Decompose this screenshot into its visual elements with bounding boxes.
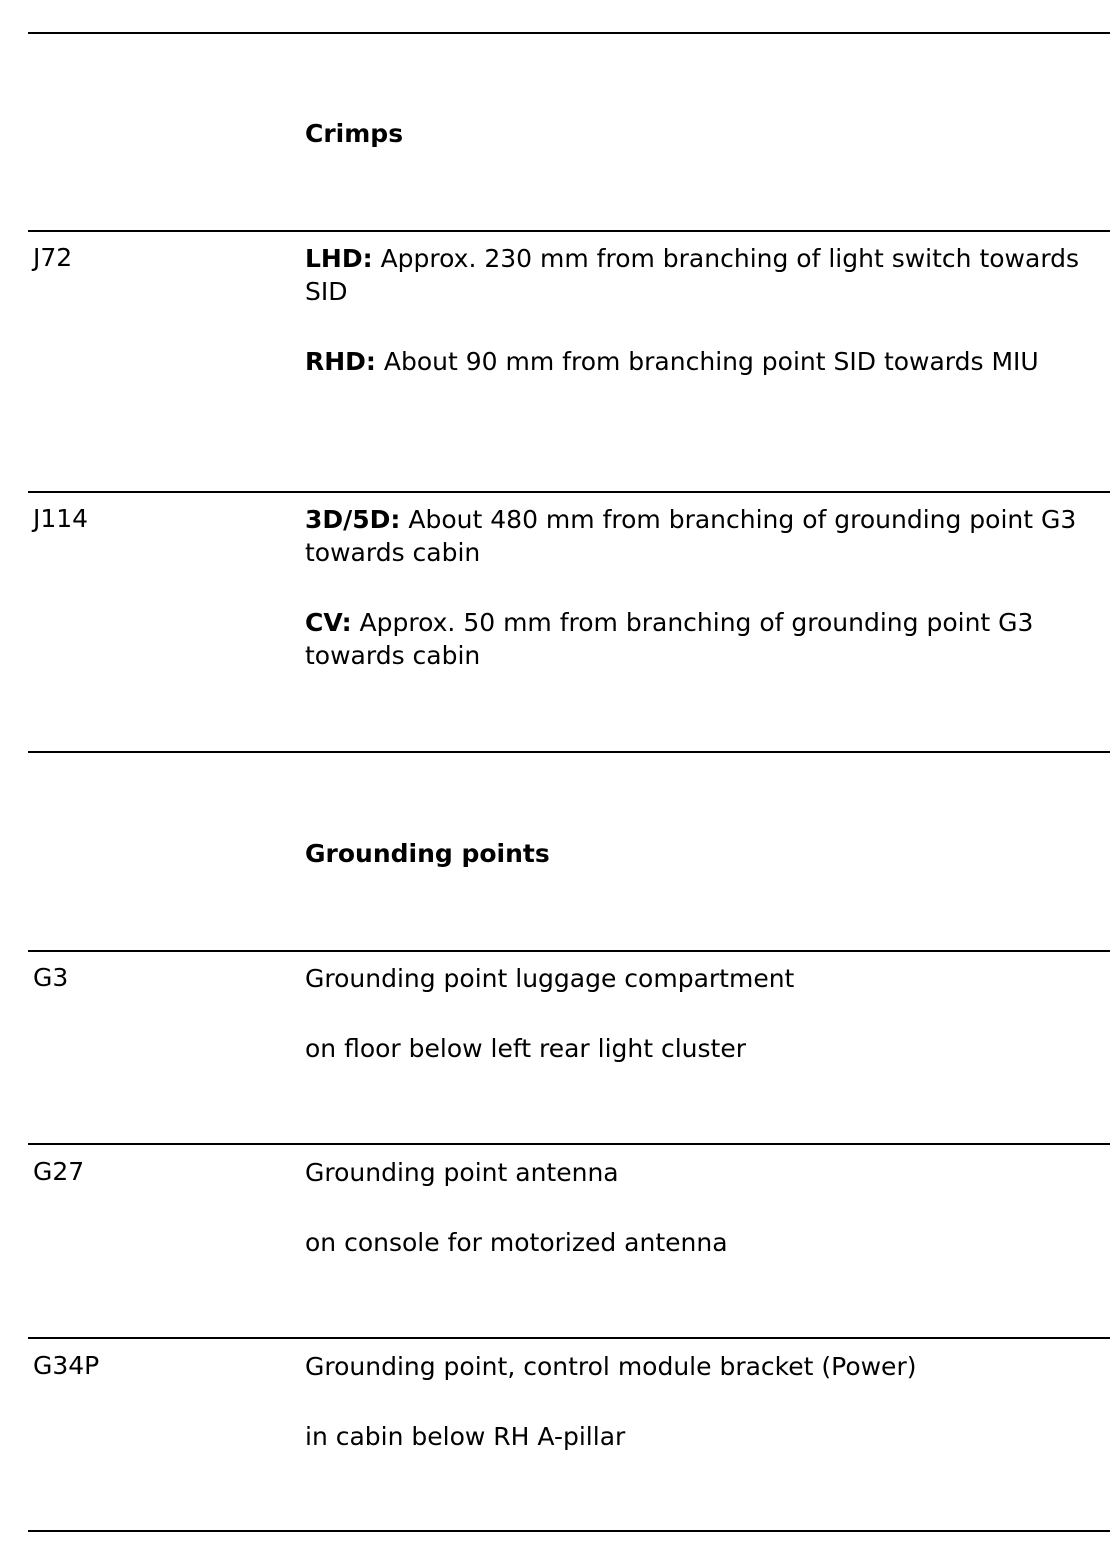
crimp-code: J114 — [33, 504, 89, 533]
divider-j114 — [28, 751, 1110, 753]
crimp-note — [305, 242, 1095, 308]
note-text: Approx. 230 mm from branching of light switch towards SID — [305, 244, 1080, 306]
note-label: CV: — [305, 608, 352, 637]
note-text: About 90 mm from branching point SID towards MIU — [383, 347, 1039, 376]
grounding-name: Grounding point luggage compartment — [305, 964, 795, 993]
grounding-code: G27 — [33, 1157, 85, 1186]
divider-crimps-header — [28, 230, 1110, 232]
grounding-location: on floor below left rear light cluster — [305, 1034, 747, 1063]
grounding-location: in cabin below RH A-pillar — [305, 1422, 626, 1451]
section-title-crimps: Crimps — [305, 119, 404, 148]
grounding-name: Grounding point antenna — [305, 1158, 619, 1187]
divider-j72 — [28, 491, 1110, 493]
note-label: 3D/5D: — [305, 505, 401, 534]
divider-top — [28, 32, 1110, 34]
crimp-note — [305, 606, 1095, 672]
crimp-code: J72 — [33, 243, 73, 272]
divider-g27 — [28, 1337, 1110, 1339]
crimp-note — [305, 503, 1095, 569]
divider-g3 — [28, 1143, 1110, 1145]
section-title-grounding-points: Grounding points — [305, 839, 550, 868]
note-text: Approx. 50 mm from branching of grounding point G3 towards cabin — [305, 608, 1034, 670]
grounding-location: on console for motorized antenna — [305, 1228, 728, 1257]
note-text: About 480 mm from branching of grounding point G3 towards cabin — [305, 505, 1077, 567]
divider-grounding-header — [28, 950, 1110, 952]
divider-bottom — [28, 1530, 1110, 1532]
grounding-code: G3 — [33, 963, 69, 992]
note-label: LHD: — [305, 244, 373, 273]
grounding-code: G34P — [33, 1351, 100, 1380]
grounding-name: Grounding point, control module bracket (Power) — [305, 1352, 917, 1381]
crimp-note — [305, 345, 1095, 378]
note-label: RHD: — [305, 347, 376, 376]
